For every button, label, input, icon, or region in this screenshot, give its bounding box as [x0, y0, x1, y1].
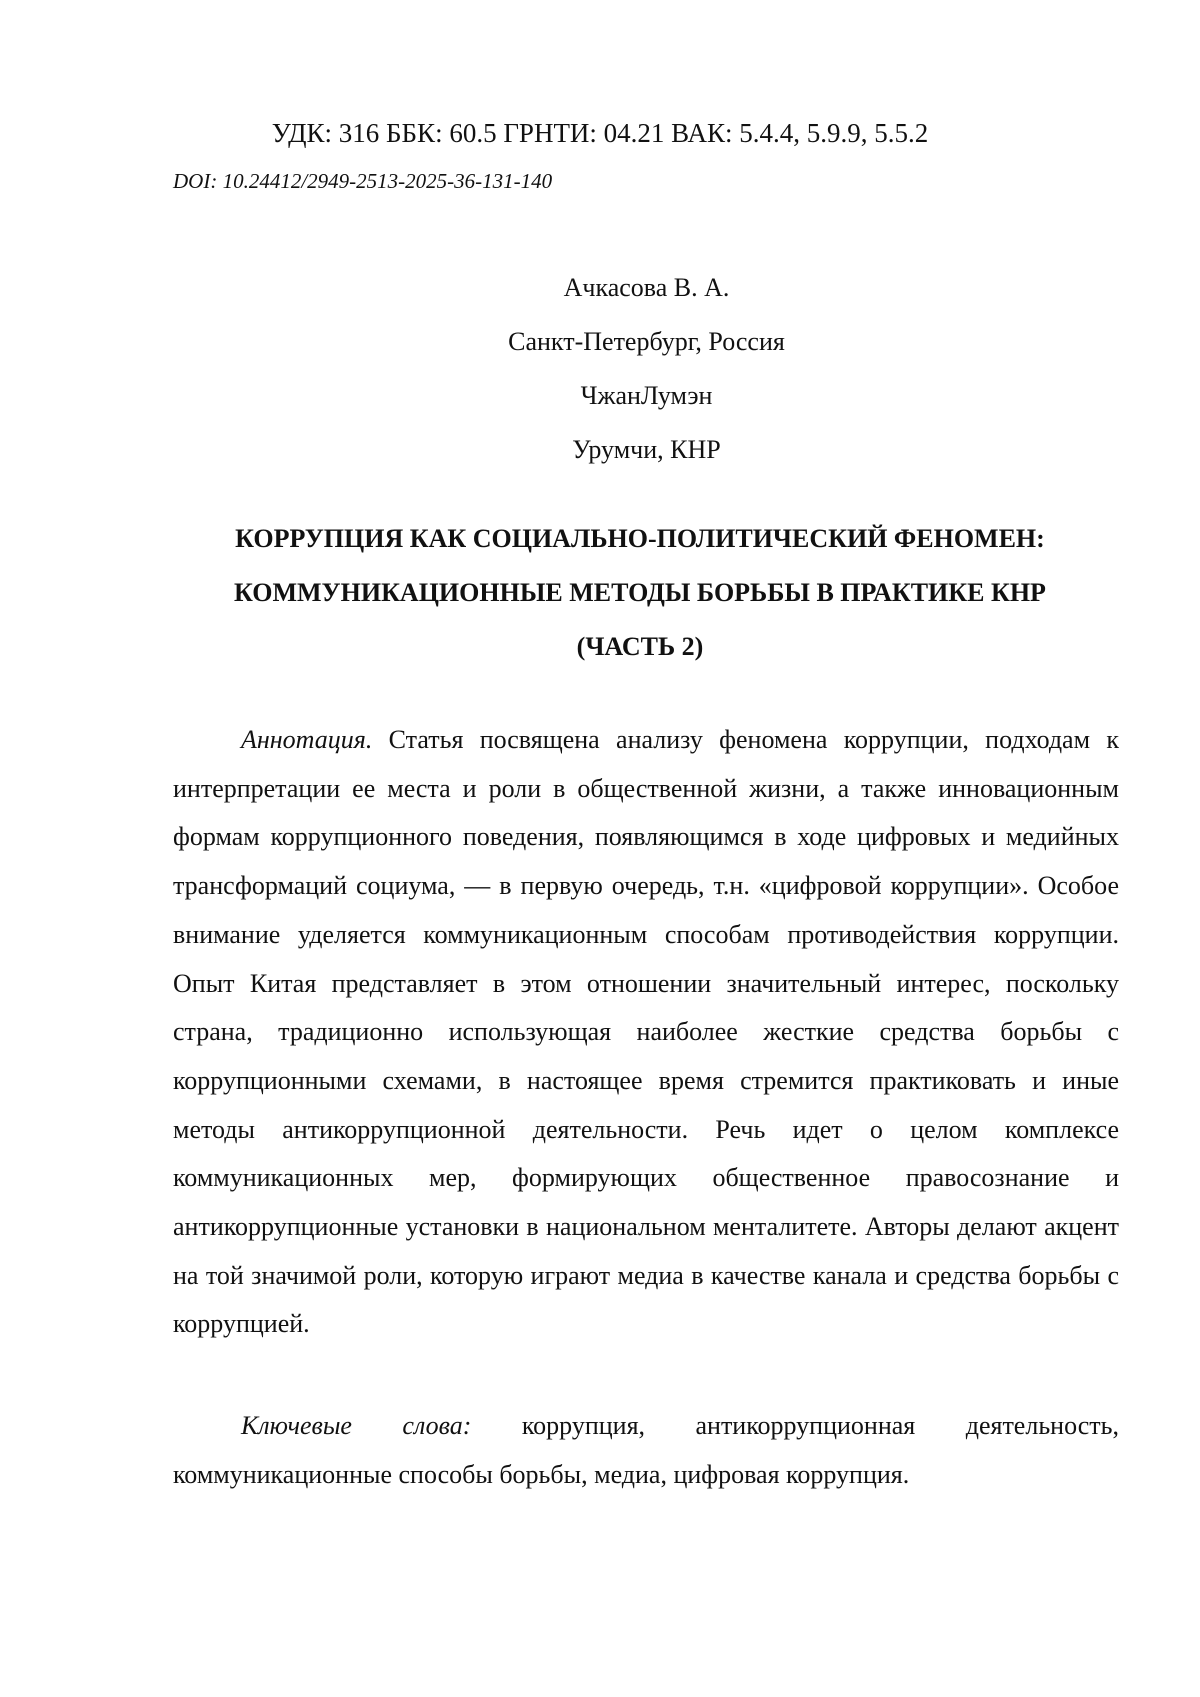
- author-location-1: Санкт-Петербург, Россия: [508, 327, 785, 356]
- udk-classification-line: УДК: 316 ББК: 60.5 ГРНТИ: 04.21 ВАК: 5.4.4, 5.9.9, 5.5.2: [271, 118, 929, 148]
- authors-block: [440, 271, 853, 487]
- title-line-1: КОРРУПЦИЯ КАК СОЦИАЛЬНО-ПОЛИТИЧЕСКИЙ ФЕНОМЕН:: [235, 524, 1045, 553]
- abstract-paragraph: [173, 716, 1119, 1349]
- author-name-2: ЧжанЛумэн: [580, 381, 713, 410]
- author-location-2: Урумчи, КНР: [572, 435, 721, 464]
- article-title: [140, 522, 1140, 684]
- abstract-text: Статья посвящена анализу феномена коррупции, подходам к интерпретации ее места и роли в общественной жизни, а также инновационным формам коррупционного поведения, появляющимся в ходе цифровых и медийных трансформаций социума, — в первую очередь, т.н. «цифровой коррупции». Особое внимание уделяется коммуникационным способам противодействия коррупции. Опыт Китая представляет в этом отношении значительный интерес, поскольку страна, традиционно использующая наиболее жесткие средства борьбы с коррупционными схемами, в настоящее время стремится практиковать и иные методы антикоррупционной деятельности. Речь идет о целом комплексе коммуникационных мер, формирующих общественное правосознание и антикоррупционные установки в национальном менталитете. Авторы делают акцент на той значимой роли, которую играют медиа в качестве канала и средства борьбы с коррупцией.: [173, 725, 1119, 1339]
- keywords-text: коррупция, антикоррупционная деятельность, коммуникационные способы борьбы, медиа, цифровая коррупция.: [173, 1411, 1119, 1489]
- title-line-3: (ЧАСТЬ 2): [576, 632, 704, 661]
- keywords-paragraph: [173, 1402, 1119, 1499]
- title-line-2: КОММУНИКАЦИОННЫЕ МЕТОДЫ БОРЬБЫ В ПРАКТИКЕ КНР: [234, 578, 1046, 607]
- abstract-label: Аннотация.: [241, 725, 373, 754]
- keywords-label: Ключевые слова:: [241, 1411, 472, 1440]
- doi-line: DOI: 10.24412/2949-2513-2025-36-131-140: [173, 169, 553, 193]
- author-name-1: Ачкасова В. А.: [563, 273, 730, 302]
